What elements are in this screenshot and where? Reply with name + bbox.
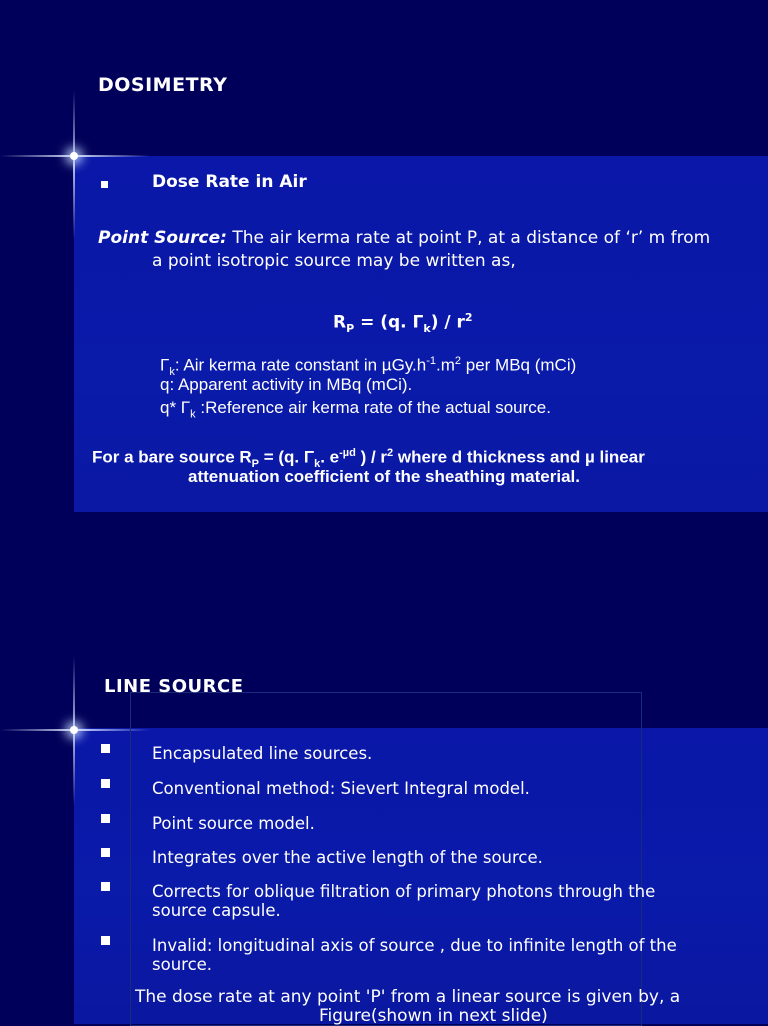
definition-gamma-k: $\Gamma_k$: Air kerma rate constant in $\mu Gy.h^{-1}.m^2$ per MBq (mCi) bbox=[160, 355, 577, 379]
slide-title: DOSIMETRY bbox=[98, 74, 228, 96]
list-item: Invalid: longitudinal axis of source , due to infinite length of the bbox=[152, 936, 677, 955]
dose-rate-formula: $R_P = (q$. $\Gamma_k) / r^2$ bbox=[333, 311, 473, 336]
bare-source-formula: For a bare source $R_P = (q$. $\Gamma_k$. $e^{-\mu d}$ ) / $r^2$ where d thickness and µ linear bbox=[92, 447, 645, 471]
point-source-paragraph bbox=[98, 227, 710, 250]
bullet-icon bbox=[101, 779, 110, 788]
list-item: Point source model. bbox=[152, 814, 315, 833]
bullet-dose-rate-in-air: Dose Rate in Air bbox=[152, 172, 307, 192]
point-source-text-line2: a point isotropic source may be written as, bbox=[152, 251, 516, 271]
list-item: Corrects for oblique filtration of primary photons through the bbox=[152, 882, 656, 901]
bullet-icon bbox=[101, 181, 108, 188]
list-item: Conventional method: Sievert Integral model. bbox=[152, 779, 530, 798]
bare-source-text-line2: attenuation coefficient of the sheathing material. bbox=[188, 467, 580, 486]
sparkle-glow bbox=[70, 726, 78, 734]
bullet-icon bbox=[101, 744, 110, 753]
bullet-icon bbox=[101, 848, 110, 857]
sparkle-glow bbox=[70, 152, 78, 160]
bullet-icon bbox=[101, 936, 110, 945]
sparkle-decoration bbox=[73, 90, 75, 240]
list-item-continuation: source. bbox=[152, 955, 213, 974]
point-source-label: Point Source: bbox=[98, 228, 227, 248]
point-source-text: The air kerma rate at point P, at a distance of ‘r’ m from bbox=[226, 228, 711, 248]
definition-q: q: Apparent activity in MBq (mCi). bbox=[160, 375, 413, 394]
list-item: Encapsulated line sources. bbox=[152, 744, 373, 763]
footer-text-line2: Figure(shown in next slide) bbox=[319, 1006, 548, 1026]
definition-q-star: q* $\Gamma_k$ :Reference air kerma rate of the actual source. bbox=[160, 398, 551, 421]
bullet-icon bbox=[101, 882, 110, 891]
bullet-icon bbox=[101, 814, 110, 823]
slide-title: LINE SOURCE bbox=[104, 676, 244, 697]
list-item-continuation: source capsule. bbox=[152, 901, 281, 920]
list-item: Integrates over the active length of the source. bbox=[152, 848, 543, 867]
footer-text: The dose rate at any point 'P' from a linear source is given by, a bbox=[135, 987, 681, 1007]
